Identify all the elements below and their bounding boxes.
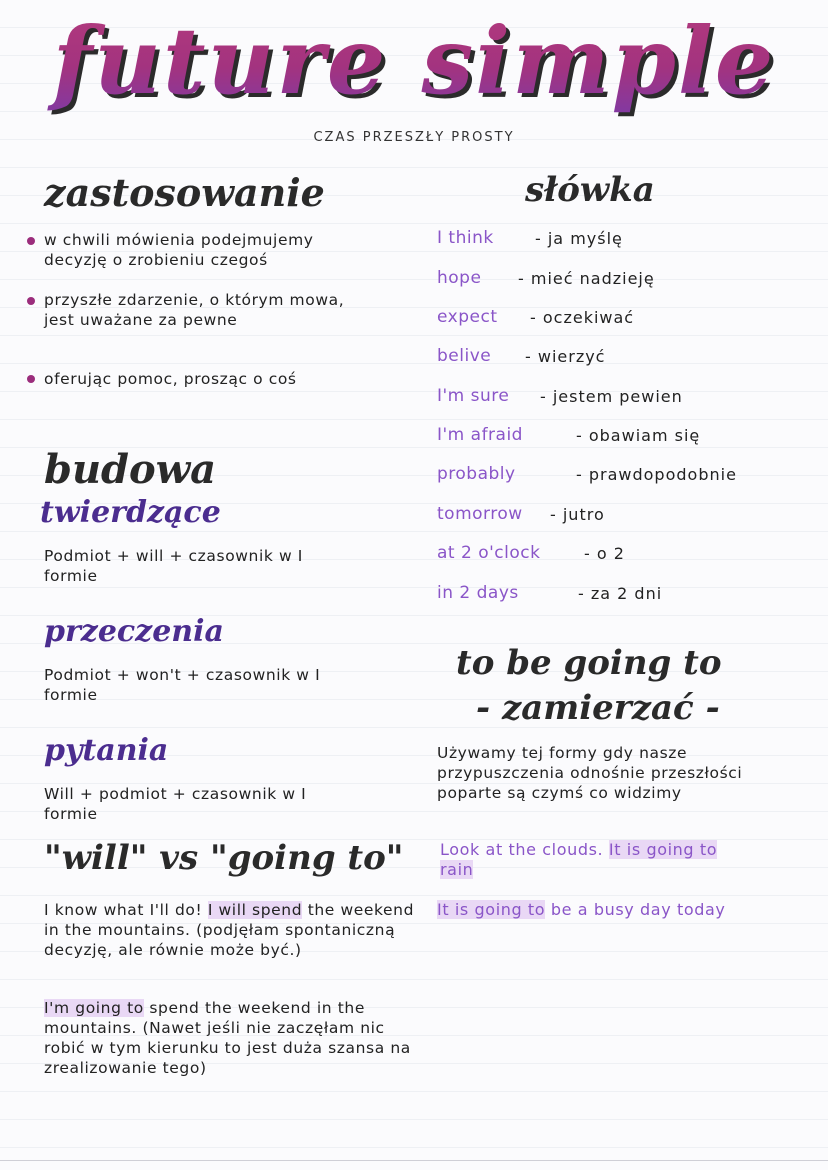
vocab-en-6: I'm afraid <box>437 425 523 445</box>
going-to-example-2-part-b: be a busy day today <box>550 900 726 919</box>
vocab-pl-8: - jutro <box>550 505 605 524</box>
vocab-pl-1: - ja myślę <box>535 229 623 248</box>
przeczenia-subheading: przeczenia <box>44 614 224 649</box>
przeczenia-formula: Podmiot + won't + czasownik w I formie <box>44 666 321 704</box>
vocab-pl-4: - wierzyć <box>525 347 606 366</box>
will-vs-going-heading: "will" vs "going to" <box>44 838 404 878</box>
going-to-example-1 <box>440 840 740 880</box>
vocab-pl-10: - za 2 dni <box>578 584 663 603</box>
zastosowanie-heading: zastosowanie <box>44 170 325 215</box>
going-to-example-1-part-b: It is going to rain <box>440 840 718 879</box>
going-to-example-highlight: I'm going to <box>44 999 144 1017</box>
vocab-en-1: I think <box>437 228 494 248</box>
twierdzace-subheading: twierdzące <box>40 495 221 530</box>
vocab-en-9: at 2 o'clock <box>437 543 541 563</box>
bullet-icon <box>27 375 35 383</box>
budowa-heading: budowa <box>44 446 217 493</box>
vocab-pl-5: - jestem pewien <box>540 387 683 406</box>
going-to-example-1-part-a: Look at the clouds. <box>440 840 604 859</box>
vocab-en-5: I'm sure <box>437 386 510 406</box>
bullet-icon <box>27 237 35 245</box>
vocab-pl-7: - prawdopodobnie <box>576 465 737 484</box>
page-edge-divider <box>0 1160 828 1161</box>
zastosowanie-item-1: w chwili mówienia podejmujemy decyzję o zrobieniu czegoś <box>44 231 314 269</box>
going-to-example-rest: spend the weekend in the mountains. (Nawet jeśli nie zaczęłam nic robić w tym kierunku to jest duża szansa na zrealizowanie tego) <box>44 999 411 1077</box>
bullet-icon <box>27 297 35 305</box>
going-to-example-2 <box>437 900 787 920</box>
vocab-en-3: expect <box>437 307 498 327</box>
slowka-heading: słówka <box>525 170 655 210</box>
will-example-rest: the weekend in the mountains. (podjęłam spontaniczną decyzję, ale równie może być.) <box>44 901 415 959</box>
pytania-subheading: pytania <box>44 733 169 768</box>
zastosowanie-item-2: przyszłe zdarzenie, o którym mowa, jest uważane za pewne <box>44 291 345 329</box>
twierdzace-formula: Podmiot + will + czasownik w I formie <box>44 547 303 585</box>
pytania-formula: Will + podmiot + czasownik w I formie <box>44 785 307 823</box>
vocab-en-4: belive <box>437 346 492 366</box>
vocab-en-8: tomorrow <box>437 504 523 524</box>
going-to-example <box>44 998 419 1078</box>
will-example <box>44 900 419 960</box>
going-to-heading-translation: - zamierzać - <box>476 688 720 728</box>
zastosowanie-item-3: oferując pomoc, prosząc o coś <box>44 370 297 388</box>
page-title: future simple <box>0 2 828 120</box>
going-to-heading: to be going to <box>456 643 722 683</box>
vocab-pl-2: - mieć nadzieję <box>518 269 655 288</box>
vocab-pl-3: - oczekiwać <box>530 308 635 327</box>
going-to-example-2-part-a: It is going to <box>437 900 546 919</box>
vocab-en-7: probably <box>437 464 516 484</box>
vocab-en-10: in 2 days <box>437 583 519 603</box>
vocab-pl-6: - obawiam się <box>576 426 701 445</box>
vocab-pl-9: - o 2 <box>584 544 625 563</box>
vocab-en-2: hope <box>437 268 482 288</box>
will-example-plain: I know what I'll do! <box>44 901 208 919</box>
page-subtitle: CZAS PRZESZŁY PROSTY <box>313 130 515 145</box>
will-example-highlight: I will spend <box>207 901 303 919</box>
going-to-description: Używamy tej formy gdy nasze przypuszczenia odnośnie przeszłości poparte są czymś co widzimy <box>437 744 743 802</box>
